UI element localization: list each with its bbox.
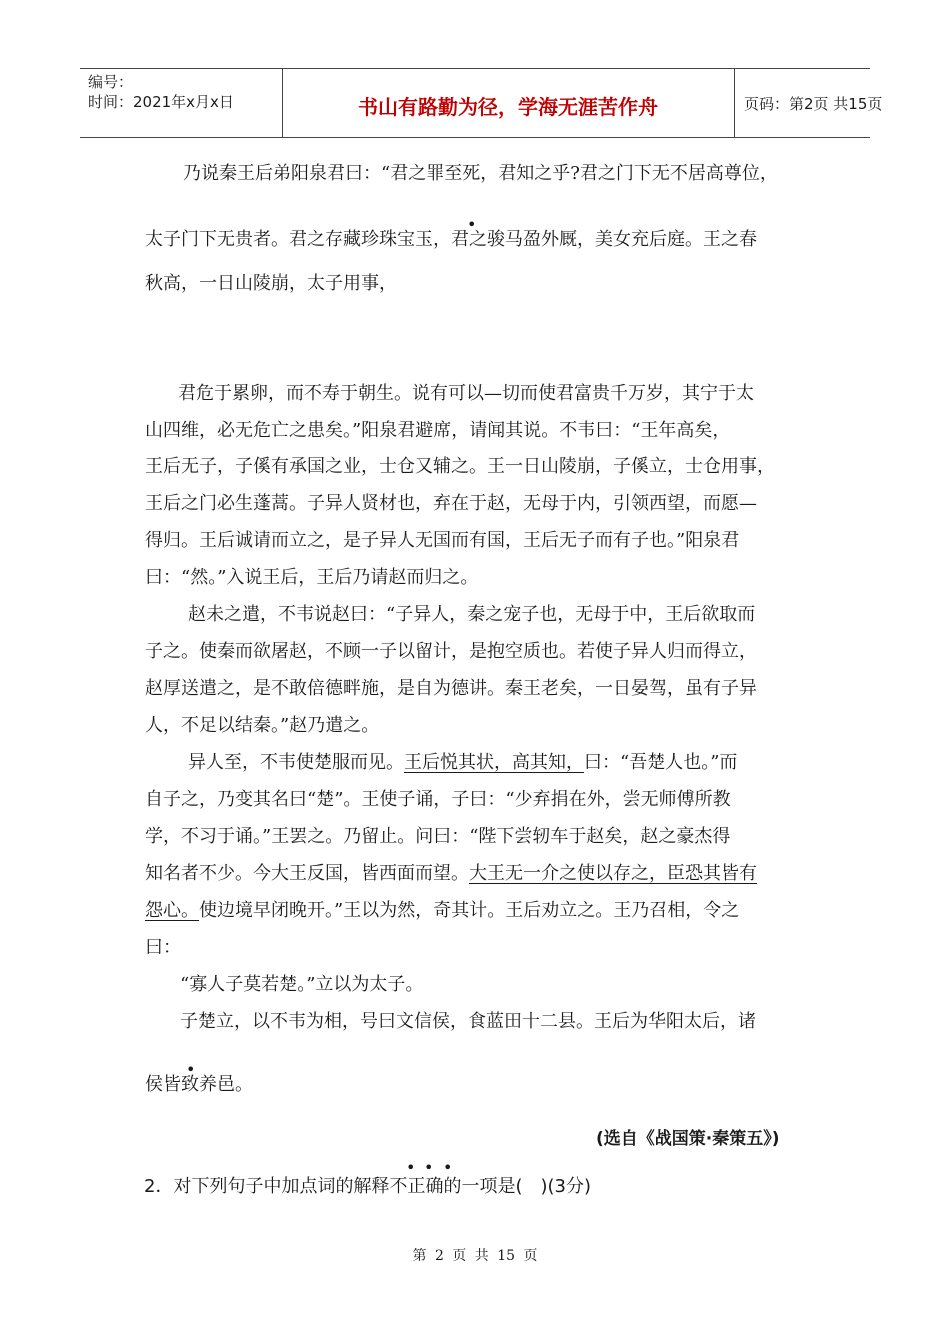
text-line bbox=[145, 900, 739, 922]
text-line bbox=[145, 863, 757, 885]
text-line: 赵厚送遣之，是不敢倍德畔施，是自为德讲。秦王老矣，一日晏驾，虽有子异 bbox=[145, 678, 757, 699]
text-line: 侯皆致养邑。 bbox=[145, 1074, 253, 1095]
text-line: 人，不足以结秦。”赵乃遣之。 bbox=[145, 715, 380, 736]
text-segment: 知名者不少。今大王反国，皆西面而望。 bbox=[145, 863, 469, 884]
text-line: 秋高，一日山陵崩，太子用事， bbox=[145, 273, 397, 294]
source-citation: (选自《战国策·秦策五》) bbox=[596, 1129, 780, 1149]
text-line: 王后无子，子傒有承国之业，士仓又辅之。王一日山陵崩，子傒立，士仓用事， bbox=[145, 456, 775, 477]
text-line: 山四维，必无危亡之患矣。”阳泉君避席，请闻其说。不韦曰：“王年高矣， bbox=[145, 420, 731, 441]
text-segment: 异人至，不韦使楚服而见。 bbox=[188, 752, 404, 773]
text-line: 王后之门必生蓬蒿。子异人贤材也，弃在于赵，无母于内，引领西望，而愿— bbox=[145, 493, 757, 514]
underlined-phrase: 王后悦其状，高其知， bbox=[404, 752, 584, 773]
page-header bbox=[80, 68, 883, 138]
text-line: 得归。王后诚请而立之，是子异人无国而有国，王后无子而有子也。”阳泉君 bbox=[145, 530, 740, 551]
text-line: 曰： bbox=[145, 937, 181, 958]
text-line: “寡人子莫若楚。”立以为太子。 bbox=[180, 974, 424, 995]
text-line: 乃说秦王后弟阳泉君曰：“君之罪至死，君知之乎?君之门下无不居高尊位， bbox=[183, 163, 778, 184]
header-middle-cell bbox=[282, 69, 735, 137]
text-segment: 使边境早闭晚开。”王以为然，奇其计。王后劝立之。王乃召相，令之 bbox=[199, 900, 740, 921]
text-line: 自子之，乃变其名曰“楚”。王使子诵，子曰：“少弃捐在外，尝无师傅所教 bbox=[145, 789, 731, 810]
emphasis-dot: • bbox=[443, 1158, 453, 1177]
emphasis-dot: • bbox=[424, 1158, 434, 1177]
text-line: 曰：“然。”入说王后，王后乃请赵而归之。 bbox=[145, 567, 479, 588]
number-label: 编号： bbox=[88, 73, 134, 91]
page-number-label: 页码：第2页 共15页 bbox=[744, 95, 883, 113]
emphasis-dot: • bbox=[467, 215, 477, 234]
text-line: 学，不习于诵。”王罢之。乃留止。问曰：“陛下尝轫车于赵矣，赵之豪杰得 bbox=[145, 826, 731, 847]
header-right-cell bbox=[734, 69, 883, 137]
text-line bbox=[188, 752, 737, 774]
question-2: 2．对下列句子中加点词的解释不正确的一项是( )(3分) bbox=[144, 1176, 591, 1197]
emphasis-dot: • bbox=[406, 1158, 416, 1177]
emphasis-dot: • bbox=[186, 1060, 196, 1079]
text-line: 子楚立，以不韦为相，号曰文信侯，食蓝田十二县。王后为华阳太后，诸 bbox=[180, 1011, 756, 1032]
text-line: 赵未之遣，不韦说赵曰：“子异人，秦之宠子也，无母于中，王后欲取而 bbox=[188, 604, 756, 625]
text-line: 太子门下无贵者。君之存藏珍珠宝玉，君之骏马盈外厩，美女充后庭。王之春 bbox=[145, 229, 757, 250]
text-segment: 曰：“吾楚人也。”而 bbox=[584, 752, 738, 773]
underlined-phrase: 大王无一介之使以存之，臣恐其皆有 bbox=[469, 863, 757, 884]
page-footer: 第 2 页 共 15 页 bbox=[412, 1248, 538, 1264]
header-left-cell bbox=[80, 69, 283, 137]
underlined-phrase: 怨心。 bbox=[145, 900, 199, 921]
header-motto: 书山有路勤为径，学海无涯苦作舟 bbox=[358, 95, 658, 119]
time-label: 时间：2021年x月x日 bbox=[88, 93, 234, 111]
text-line: 子之。使秦而欲屠赵，不顾一子以留计，是抱空质也。若使子异人归而得立， bbox=[145, 641, 757, 662]
text-line: 君危于累卵，而不寿于朝生。说有可以—切而使君富贵千万岁，其宁于太 bbox=[178, 383, 754, 404]
